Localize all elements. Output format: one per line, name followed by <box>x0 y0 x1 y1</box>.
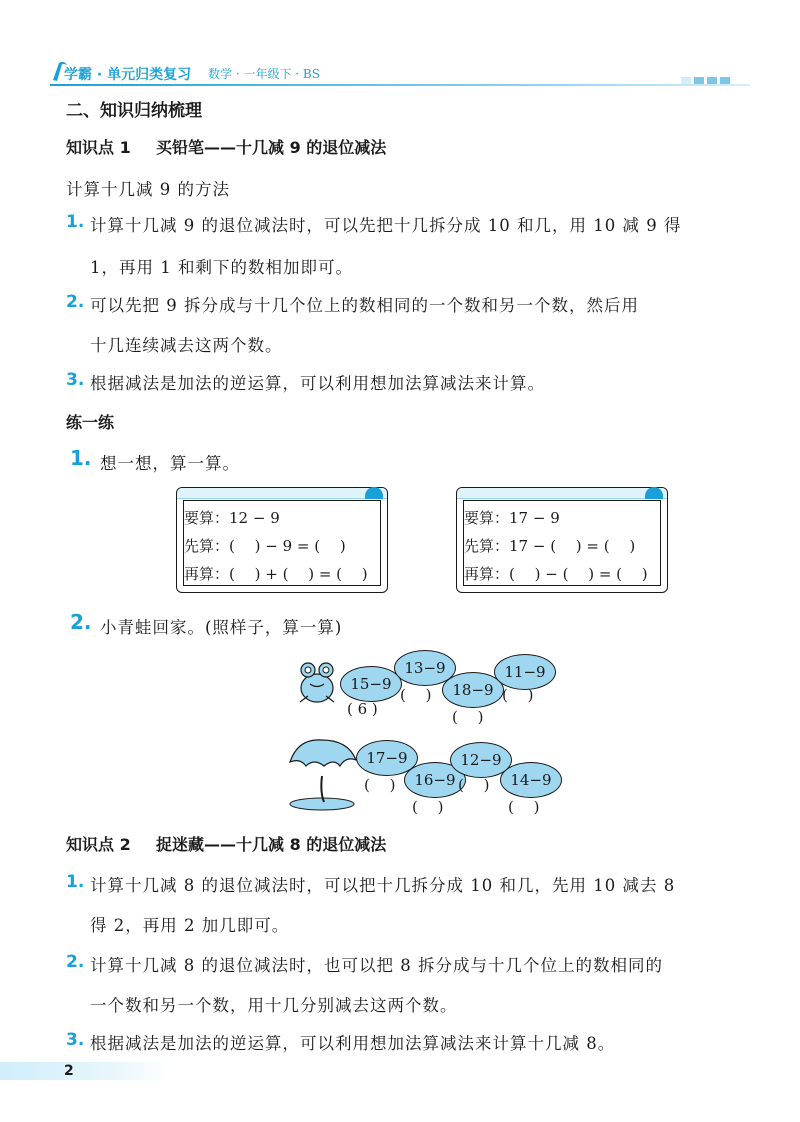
header-rule <box>50 84 750 86</box>
q1-number: 1. <box>70 446 92 470</box>
answer-blank: ( ) <box>458 776 490 794</box>
calc-badge-icon <box>365 487 383 499</box>
lily-pad: 16−9 <box>404 762 466 798</box>
answer-blank: ( ) <box>452 708 484 726</box>
box1-line-1: 要算：12 − 9 <box>184 509 280 527</box>
page-header <box>50 58 750 88</box>
kp2-number: 知识点 2 <box>66 835 131 854</box>
footer-bar <box>0 1062 170 1080</box>
kp1-method-title: 计算十几减 9 的方法 <box>66 180 230 199</box>
kp2-item-1-line-2: 得 2，再用 2 加几即可。 <box>90 916 290 935</box>
header-decoration <box>678 70 730 89</box>
q1-box-2 <box>456 487 668 593</box>
q1-text: 想一想，算一算。 <box>100 454 240 473</box>
book-meta: 数学 · 一年级下 · BS <box>208 67 320 81</box>
frog-icon <box>294 658 340 706</box>
lily-pad: 12−9 <box>450 742 512 778</box>
lily-pad: 17−9 <box>356 740 418 776</box>
lily-pad: 13−9 <box>394 650 456 686</box>
lotus-leaf-icon <box>284 736 360 812</box>
q2-number: 2. <box>70 610 92 634</box>
kp1-item-2-line-2: 十几连续减去这两个数。 <box>90 336 283 355</box>
kp1-heading <box>66 135 386 158</box>
box1-line-2: 先算：( ) − 9 = ( ) <box>184 537 346 555</box>
kp2-item-2-number: 2. <box>66 952 85 972</box>
kp2-item-2-line-2: 一个数和另一个数，用十几分别减去这两个数。 <box>90 996 458 1015</box>
q1-box-1 <box>176 487 388 593</box>
box2-line-1: 要算：17 − 9 <box>464 509 560 527</box>
calc-badge-icon <box>645 487 663 499</box>
kp1-item-2-number: 2. <box>66 292 85 312</box>
box2-line-2: 先算：17 − ( ) = ( ) <box>464 537 636 555</box>
kp2-item-3-line-1: 根据减法是加法的逆运算，可以利用想加法算减法来计算十几减 8。 <box>90 1034 616 1053</box>
kp2-title: 捉迷藏——十几减 8 的退位减法 <box>156 835 387 854</box>
lily-pad: 15−9 <box>340 666 402 702</box>
answer-blank: ( ) <box>412 798 444 816</box>
lily-pad: 14−9 <box>500 762 562 798</box>
kp1-item-3-line-1: 根据减法是加法的逆运算，可以利用想加法算减法来计算。 <box>90 374 545 393</box>
lily-pad: 18−9 <box>442 672 504 708</box>
lily-pad: 11−9 <box>494 654 556 690</box>
box1-line-3: 再算：( ) + ( ) = ( ) <box>184 565 368 583</box>
section-title: 二、知识归纳梳理 <box>66 101 202 121</box>
kp2-item-2-line-1: 计算十几减 8 的退位减法时，也可以把 8 拆分成与十几个位上的数相同的 <box>90 956 663 975</box>
kp1-item-1-line-1: 计算十几减 9 的退位减法时，可以先把十几拆分成 10 和几，用 10 减 9 得 <box>90 216 682 235</box>
page-number: 2 <box>64 1063 74 1079</box>
kp1-item-1-number: 1. <box>66 212 85 232</box>
answer-blank: ( ) <box>502 686 534 704</box>
answer-blank: ( ) <box>400 686 432 704</box>
example-answer: ( 6 ) <box>347 700 378 718</box>
practice-title: 练一练 <box>66 413 115 432</box>
kp2-item-1-number: 1. <box>66 872 85 892</box>
kp1-item-2-line-1: 可以先把 9 拆分成与十几个位上的数相同的一个数和另一个数，然后用 <box>90 296 639 315</box>
box2-line-3: 再算：( ) − ( ) = ( ) <box>464 565 648 583</box>
kp1-item-3-number: 3. <box>66 370 85 390</box>
kp1-title: 买铅笔——十几减 9 的退位减法 <box>156 138 387 157</box>
brand-title: 学霸 · 单元归类复习 <box>64 67 192 83</box>
kp2-heading <box>66 832 386 855</box>
kp2-item-1-line-1: 计算十几减 8 的退位减法时，可以把十几拆分成 10 和几，先用 10 减去 8 <box>90 876 676 895</box>
kp1-number: 知识点 1 <box>66 138 131 157</box>
answer-blank: ( ) <box>364 776 396 794</box>
kp2-item-3-number: 3. <box>66 1030 85 1050</box>
q2-text: 小青蛙回家。(照样子，算一算) <box>100 618 343 637</box>
answer-blank: ( ) <box>508 798 540 816</box>
kp1-item-1-line-2: 1，再用 1 和剩下的数相加即可。 <box>90 258 353 277</box>
